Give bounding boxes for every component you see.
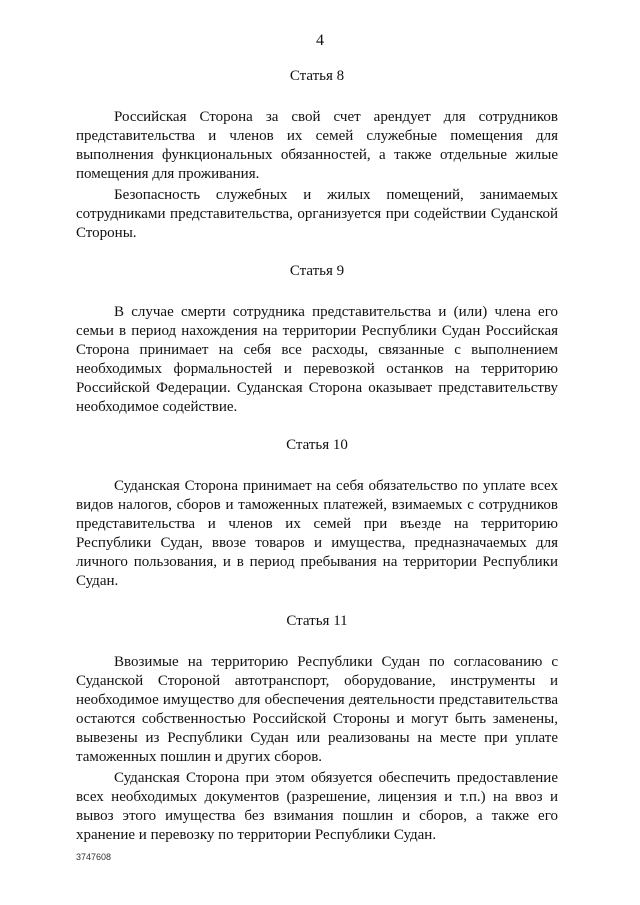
page-number: 4 xyxy=(316,32,324,49)
paragraph: Российская Сторона за свой счет арендует для сотрудников представительства и членов их семей служебные помещения для выполнения функциональных обязанностей, а также отдельные жилые помещения для проживания. xyxy=(76,109,558,182)
article-title: Статья 11 xyxy=(286,613,348,629)
paragraph: Безопасность служебных и жилых помещений, занимаемых сотрудниками представительства, организуется при содействии Суданской Стороны. xyxy=(76,187,558,241)
article-title: Статья 8 xyxy=(289,68,345,84)
document-body xyxy=(76,66,558,863)
paragraph: Ввозимые на территорию Республики Судан по согласованию с Суданской Стороной автотранспорт, оборудование, инструменты и необходимое имущество для обеспечения деятельности представительства остаются собственностью Российской Стороны и могут быть заменены, вывезены из Республики Судан или реализованы на месте при уплате таможенных пошлин и других сборов. xyxy=(76,654,558,765)
paragraph: В случае смерти сотрудника представительства и (или) члена его семьи в период нахождения на территории Республики Судан Российская Сторона принимает на себя все расходы, связанные с выполнением необходимых формальностей и перевозкой останков на территорию Российской Федерации. Суданская Сторона оказывает представительству необходимое содействие. xyxy=(76,304,558,415)
paragraph: Суданская Сторона при этом обязуется обеспечить предоставление всех необходимых документов (разрешение, лицензия и т.п.) на ввоз и вывоз этого имущества без взимания пошлин и сборов, а также его хранение и перевозку по территории Республики Судан. xyxy=(76,770,558,843)
paragraph: Суданская Сторона принимает на себя обязательство по уплате всех видов налогов, сборов и таможенных платежей, взимаемых с сотрудников представительства и членов их семей при въезде на территорию Республики Судан, ввозе товаров и имущества, предназначаемых для личного пользования, и в период пребывания на территории Республики Судан. xyxy=(76,478,558,589)
document-code: 3747608 xyxy=(76,852,112,862)
article-11 xyxy=(76,611,558,845)
article-10 xyxy=(76,435,558,591)
article-9 xyxy=(76,261,558,417)
article-title: Статья 10 xyxy=(286,437,348,453)
article-title: Статья 9 xyxy=(289,263,345,279)
article-8 xyxy=(76,66,558,243)
